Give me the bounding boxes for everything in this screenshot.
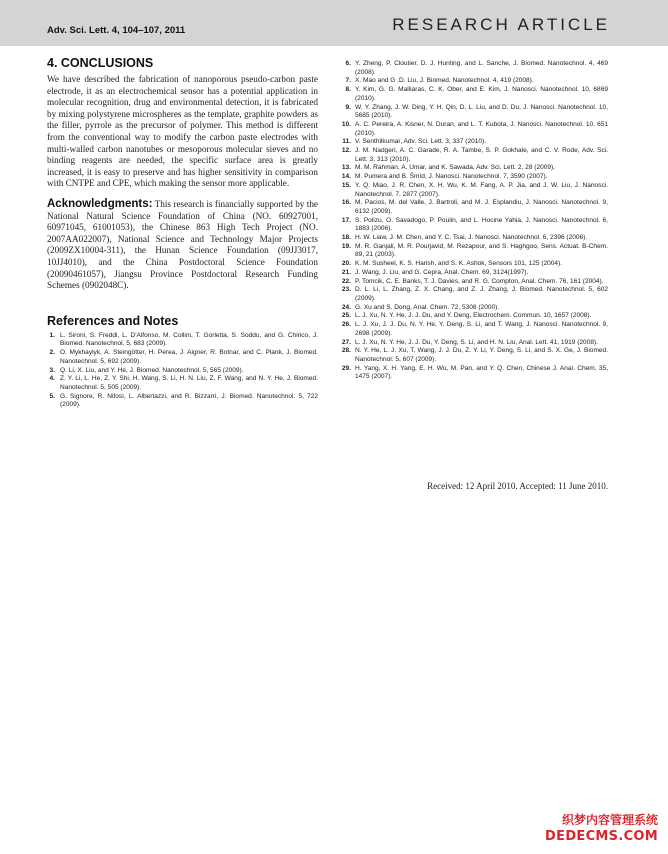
reference-text: H. Yang, X. H. Yang, E. H. Wu, M. Pan, and Y. Q. Chen, Chinese J. Anal. Chem. 35, 1475 (2007). [355, 364, 608, 381]
reference-text: H. W. Liaw, J. M. Chen, and Y. C. Tsai, J. Nanosci. Nanotechnol. 6, 2396 (2006). [355, 234, 588, 242]
reference-number: 6. [345, 60, 351, 67]
reference-item [340, 365, 608, 382]
reference-item [340, 304, 608, 313]
reference-item [340, 86, 608, 103]
reference-item [340, 138, 608, 147]
reference-text: L. Sironi, S. Freddi, L. D'Alfonso, M. Collini, T. Gorletta, S. Soddu, and G. Chirico, J. Biomed. Nanotechnol. 5, 683 (2009). [60, 331, 318, 348]
reference-text: Z. Y. Li, L. He, Z. Y. Shi, H. Wang, S. Li, H. N. Liu, Z. F. Wang, and N. Y. He, J. Biomed. Nanotechnol. 5, 505 (2009). [60, 375, 318, 391]
reference-text: J. M. Nadgeri, A. C. Garade, R. A. Tambe, S. P. Gokhale, and C. V. Rode, Adv. Sci. Lett. 3, 313 (2010). [355, 147, 608, 163]
reference-item [340, 77, 608, 86]
reference-number: 29. [341, 364, 351, 372]
reference-item [340, 278, 608, 287]
watermark-url-text: DEDECMS.COM [545, 829, 658, 844]
reference-number: 5. [49, 392, 55, 400]
reference-text: O. Mykhaylyk, A. Steingötter, H. Perea, J. Aigner, R. Botnar, and C. Plank, J. Biomed. Nanotechnol. 5, 692 (2009). [60, 349, 318, 365]
reference-number: 16. [341, 199, 351, 207]
reference-number: 10. [341, 120, 351, 128]
reference-text: A. C. Pereira, A. Kisner, N. Duran, and L. T. Kubota, J. Nanosci. Nanotechnol. 10, 651 (2010). [355, 120, 608, 137]
reference-text: S. Polizu, O. Savadogo, P. Poulin, and L. Hocine Yahia, J. Nanosci. Nanotechnol. 6, 1883 (2006). [355, 216, 608, 233]
watermark-chinese-text: 织梦内容管理系统 [561, 813, 658, 827]
reference-item [47, 349, 318, 366]
reference-item [340, 199, 608, 216]
reference-number: 9. [345, 103, 351, 111]
conclusions-heading: 4. CONCLUSIONS [47, 56, 154, 70]
reference-text: P. Tomcik, C. E. Banks, T. J. Davies, and R. G. Compton, Anal. Chem. 76, 161 (2004). [355, 277, 604, 285]
acknowledgments-heading: Acknowledgments: [47, 197, 153, 210]
reference-number: 12. [341, 147, 351, 155]
reference-number: 22. [341, 277, 351, 285]
reference-number: 28. [341, 347, 351, 355]
reference-text: G. Xu and S. Dong, Anal. Chem. 72, 5308 (2000). [355, 303, 500, 311]
reference-number: 8. [345, 86, 351, 94]
right-column [340, 60, 608, 382]
reference-text: X. Mao and G .D. Liu, J. Biomed. Nanotechnol. 4, 419 (2008). [355, 77, 534, 85]
reference-item [340, 234, 608, 243]
reference-item [340, 312, 608, 321]
conclusions-paragraph: We have described the fabrication of nanoporous pseudo-carbon paste electrode, it as an electrochemical sensor has a potential application in molecular recognition, drug and environmental detection, it is fabricated by mixing polystyrene microspheres as the template, graphite powders as the filler, pyrrole as the precursor of polymer. This method is different from the conventional way to modify the carbon paste electrodes with multi-walled carbon nanotubes or mesoporous molecular sieves and no binding reagents are needed, the specific surface area is greatly increased, it is easy to preserve and has higher sensitivity in comparison with CNTPE and CPE, which making the sensor more applicable. [47, 74, 318, 189]
reference-item [47, 332, 318, 349]
reference-text: V. Senthilkumar, Adv. Sci. Lett. 3, 337 (2010). [355, 138, 487, 146]
reference-item [340, 60, 608, 77]
acknowledgments-text: This research is financially supported by the National Natural Science Foundation of China (NO. 60927001, 60971045, 61001053), the Chinese 863 High Tech Project (NO. 2007AA022007), National Science and Technology Major Projects (2009ZX10004-311), the Hunan Science Foundation (09JJ3017, 10JJ4010), and the China Postdoctoral Science Foundation (20090461057), Jiangsu Province Postdoctoral Research Funding Schemes (0902048C). [47, 198, 318, 291]
reference-number: 19. [341, 242, 351, 250]
reference-text: M. Pacios, M. del Valle, J. Bartroli, and M. J. Esplandiu, J. Nanosci. Nanotechnol. 9, 6132 (2009). [355, 199, 608, 215]
reference-number: 20. [341, 260, 351, 268]
reference-item [47, 367, 318, 376]
reference-text: L. J. Xu, J. J. Du, N. Y. He, Y. Deng, S. Li, and T. Wang, J. Nanosci. Nanotechnol. 9, 2698 (2009). [355, 321, 608, 337]
reference-number: 24. [341, 303, 351, 311]
reference-number: 13. [341, 164, 351, 172]
reference-text: M. R. Ganjali, M. R. Pourjavid, M. Rezapour, and S. Haghgoo, Sens. Actuat. B-Chem. 89, 21 (2003). [355, 242, 608, 259]
reference-text: L. J. Xu, N. Y. He, J. J. Du, and Y. Deng, Electrochem. Commun. 10, 1657 (2008). [355, 312, 592, 320]
reference-item [340, 347, 608, 364]
reference-item [340, 104, 608, 121]
acknowledgments-paragraph [47, 199, 318, 292]
left-column [47, 56, 318, 410]
reference-number: 15. [341, 181, 351, 189]
reference-item [340, 182, 608, 199]
reference-number: 2. [49, 349, 55, 357]
reference-number: 25. [341, 312, 351, 320]
received-accepted-dates: Received: 12 April 2010. Accepted: 11 June 2010. [427, 481, 608, 491]
reference-text: Y. Kim, G. G. Malliaras, C. K. Ober, and E. Kim, J. Nanosci. Nanotechnol. 10, 6869 (2010). [355, 86, 608, 102]
reference-item [340, 121, 608, 138]
reference-text: L. J. Xu, N. Y. He, J. J. Du, Y. Deng, S. Li, and H. N. Liu, Anal. Lett. 41, 1919 (2008). [355, 338, 598, 346]
reference-text: G. Signore, R. Nifosì, L. Albertazzi, and R. Bizzarri, J. Biomed. Nanotechnol. 5, 722 (2009). [60, 392, 318, 409]
reference-item [47, 393, 318, 410]
reference-item [340, 164, 608, 173]
reference-text: Q. Li, X. Liu, and Y. He, J. Biomed. Nanotechnol. 5, 565 (2009). [60, 366, 244, 374]
reference-number: 21. [341, 268, 351, 276]
reference-item [340, 286, 608, 303]
reference-text: D. L. Li, L. Zhang, Z. X. Chang, and Z. J. Zhang, J. Biomed. Nanotechnol. 5, 602 (2009). [355, 286, 608, 302]
reference-item [340, 217, 608, 234]
reference-number: 1. [49, 331, 55, 339]
references-list-left [47, 332, 318, 410]
reference-item [340, 147, 608, 164]
reference-item [47, 375, 318, 392]
reference-number: 11. [342, 138, 351, 146]
journal-citation: Adv. Sci. Lett. 4, 104–107, 2011 [47, 25, 186, 36]
reference-number: 26. [341, 321, 351, 329]
reference-item [340, 243, 608, 260]
reference-number: 27. [341, 338, 351, 346]
reference-text: W. Y. Zhang, J. W. Ding, Y. H. Qin, D. L. Liu, and D. Du, J. Nanosci. Nanotechnol. 10, 5685 (2010). [355, 103, 608, 120]
reference-number: 18. [341, 234, 351, 242]
references-list-right [340, 60, 608, 382]
article-type-label: RESEARCH ARTICLE [392, 15, 610, 34]
reference-text: N. Y. He, L. J. Xu, T. Wang, J. J. Du, Z. Y. Li, Y. Deng, S. Li, and S. X. Ge, J. Biomed. Nanotechnol. 5, 607 (2009). [355, 347, 608, 363]
reference-text: K. M. Susheel, K. S. Harish, and S. K. Ashok, Sensors 101, 125 (2004). [355, 260, 563, 268]
reference-item [340, 321, 608, 338]
reference-number: 3. [49, 366, 55, 374]
reference-item [340, 339, 608, 348]
reference-text: M. Pumera and B. Šmíd, J. Nanosci. Nanotechnol. 7, 3590 (2007). [355, 173, 548, 181]
reference-item [340, 173, 608, 182]
references-heading: References and Notes [47, 313, 179, 328]
reference-text: Y. Zheng, P. Cloutier, D. J. Hunting, and L. Sanche, J. Biomed. Nanotechnol. 4, 469 (2008). [355, 60, 608, 76]
reference-number: 23. [341, 286, 351, 294]
reference-text: M. M. Rahman, A. Umar, and K. Sawada, Adv. Sci. Lett. 2, 28 (2009). [355, 164, 556, 172]
reference-number: 4. [49, 375, 55, 383]
reference-number: 7. [345, 77, 351, 85]
reference-text: Y. Q. Miao, J. R. Chen, X. H. Wu, K. M. Fang, A. P. Jia, and J. W. Liu, J. Nanosci. Nanotechnol. 7, 2877 (2007). [355, 181, 608, 198]
reference-text: J. Wang, J. Liu, and G. Cepra, Anal. Chem. 69, 3124(1997). [355, 268, 529, 276]
reference-number: 14. [341, 173, 351, 181]
reference-item [340, 260, 608, 269]
site-watermark [530, 812, 658, 848]
reference-item [340, 269, 608, 278]
reference-number: 17. [341, 216, 351, 224]
